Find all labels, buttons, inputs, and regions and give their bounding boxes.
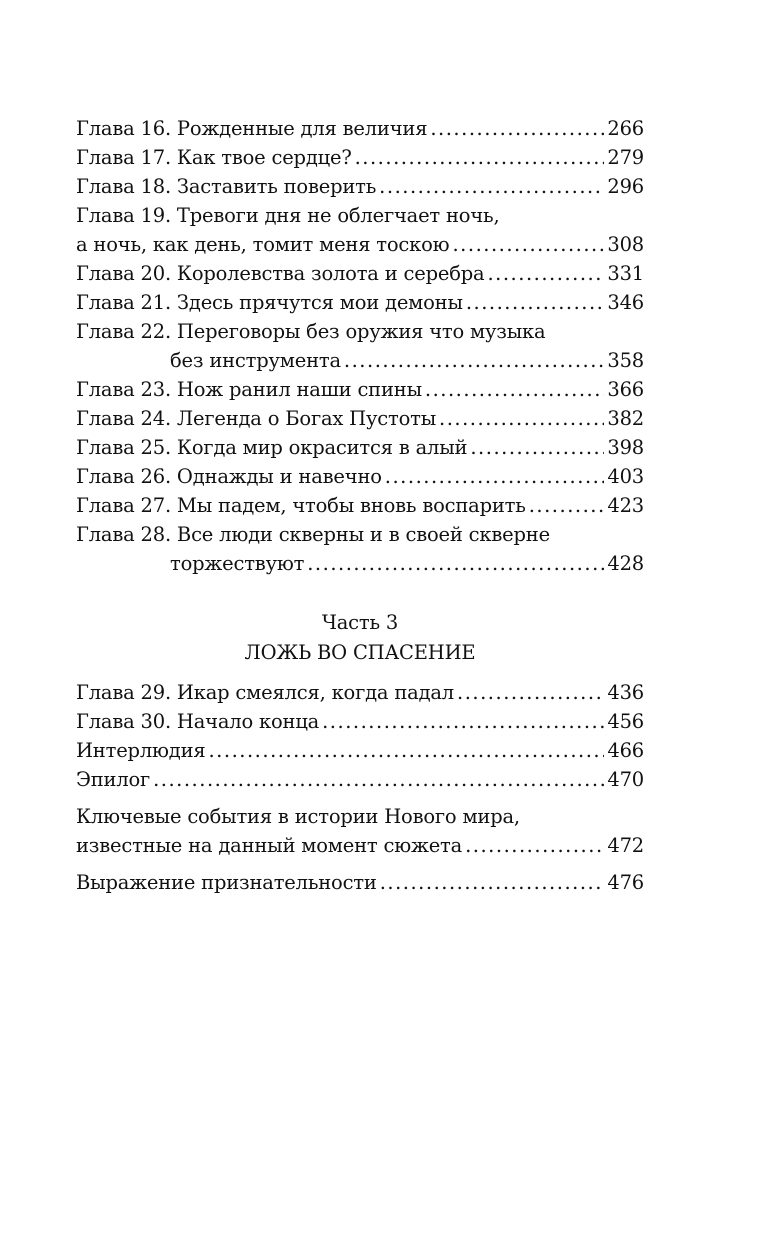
toc-entry <box>76 491 644 520</box>
toc-line <box>76 259 644 288</box>
toc-entry <box>76 462 644 491</box>
toc-line <box>76 462 644 491</box>
toc-line <box>76 230 644 259</box>
toc-page-number: 266 <box>607 117 644 140</box>
toc-entry-title: без инструмента <box>170 349 341 372</box>
toc-line <box>76 678 644 707</box>
dot-leader <box>355 143 605 172</box>
toc-entry-title: торжествуют <box>170 552 305 575</box>
toc-entry <box>76 143 644 172</box>
toc-entry-title: Глава 20. Королевства золота и серебра <box>76 262 485 285</box>
toc-page-number: 423 <box>607 494 644 517</box>
part-title: ЛОЖЬ ВО СПАСЕНИЕ <box>244 641 476 664</box>
toc-page-number: 476 <box>607 871 644 894</box>
toc-page-number: 428 <box>607 552 644 575</box>
toc-entry <box>76 707 644 736</box>
toc-entry <box>76 288 644 317</box>
toc-line <box>76 288 644 317</box>
toc-line <box>76 404 644 433</box>
dot-leader <box>466 288 605 317</box>
toc-entry-title: Глава 19. Тревоги дня не облегчает ночь, <box>76 204 500 227</box>
toc-entry <box>76 736 644 765</box>
toc-line <box>76 868 644 897</box>
toc-entry <box>76 433 644 462</box>
dot-leader <box>380 868 605 897</box>
toc-page-number: 403 <box>607 465 644 488</box>
dot-leader <box>470 433 604 462</box>
toc-page-number: 366 <box>607 378 644 401</box>
toc-page-number: 466 <box>607 739 644 762</box>
toc-entry-title: Эпилог <box>76 768 151 791</box>
toc-entry <box>76 802 644 860</box>
toc-line <box>76 831 644 860</box>
toc-entry-title: Глава 27. Мы падем, чтобы вновь воспарить <box>76 494 526 517</box>
toc-entry-title: Интерлюдия <box>76 739 206 762</box>
toc-entry-title: Глава 16. Рожденные для величия <box>76 117 428 140</box>
dot-leader <box>307 549 604 578</box>
toc-page-number: 470 <box>607 768 644 791</box>
toc-entry-title: Глава 17. Как твое сердце? <box>76 146 352 169</box>
dot-leader <box>425 375 604 404</box>
toc-line <box>76 114 644 143</box>
toc-page-number: 382 <box>607 407 644 430</box>
toc-entry <box>76 868 644 897</box>
toc-entry <box>76 259 644 288</box>
toc-entry-title: Глава 22. Переговоры без оружия что музыка <box>76 320 546 343</box>
toc-entry-title: а ночь, как день, томит меня тоскою <box>76 233 450 256</box>
toc-entry-title: Глава 28. Все люди скверны и в своей скверне <box>76 523 550 546</box>
toc-line <box>76 491 644 520</box>
part-heading <box>76 608 644 668</box>
toc-line <box>76 736 644 765</box>
toc-line <box>76 375 644 404</box>
toc-line <box>76 317 644 346</box>
dot-leader <box>439 404 604 433</box>
toc-page-number: 436 <box>607 681 644 704</box>
toc-page <box>76 114 644 897</box>
toc-line <box>76 172 644 201</box>
toc-line <box>76 707 644 736</box>
toc-entry <box>76 404 644 433</box>
toc-entry-title: Выражение признательности <box>76 871 377 894</box>
toc-entry <box>76 114 644 143</box>
toc-line <box>76 143 644 172</box>
dot-leader <box>344 346 604 375</box>
toc-list-part-3 <box>76 678 644 897</box>
toc-entry <box>76 375 644 404</box>
toc-page-number: 472 <box>607 834 644 857</box>
toc-line <box>76 201 644 230</box>
toc-line <box>76 433 644 462</box>
toc-line <box>76 549 644 578</box>
toc-entry-title: Глава 24. Легенда о Богах Пустоты <box>76 407 437 430</box>
part-number: Часть 3 <box>321 611 399 634</box>
dot-leader <box>322 707 604 736</box>
dot-leader <box>430 114 604 143</box>
toc-entry-title: Глава 30. Начало конца <box>76 710 320 733</box>
toc-entry-title: Глава 29. Икар смеялся, когда падал <box>76 681 454 704</box>
toc-page-number: 456 <box>607 710 644 733</box>
toc-page-number: 398 <box>607 436 644 459</box>
toc-entry <box>76 172 644 201</box>
dot-leader <box>465 831 604 860</box>
toc-entry <box>76 678 644 707</box>
toc-line <box>76 802 644 831</box>
toc-line <box>76 346 644 375</box>
dot-leader <box>208 736 604 765</box>
entry-spacer <box>76 860 644 868</box>
toc-entry-title: Глава 26. Однажды и навечно <box>76 465 382 488</box>
toc-page-number: 308 <box>607 233 644 256</box>
entry-spacer <box>76 794 644 802</box>
toc-entry <box>76 317 644 375</box>
toc-entry-title: Глава 21. Здесь прячутся мои демоны <box>76 291 463 314</box>
toc-entry <box>76 201 644 259</box>
toc-entry <box>76 765 644 794</box>
toc-page-number: 346 <box>607 291 644 314</box>
toc-page-number: 279 <box>607 146 644 169</box>
toc-entry-title: Глава 23. Нож ранил наши спины <box>76 378 422 401</box>
toc-entry <box>76 520 644 578</box>
dot-leader <box>379 172 604 201</box>
toc-line <box>76 765 644 794</box>
dot-leader <box>452 230 604 259</box>
dot-leader <box>385 462 605 491</box>
toc-page-number: 331 <box>607 262 644 285</box>
toc-entry-title: Глава 25. Когда мир окрасится в алый <box>76 436 468 459</box>
toc-entry-title: Ключевые события в истории Нового мира, <box>76 805 520 828</box>
dot-leader <box>457 678 604 707</box>
toc-line <box>76 520 644 549</box>
dot-leader <box>153 765 604 794</box>
toc-list-part-2 <box>76 114 644 578</box>
dot-leader <box>529 491 605 520</box>
toc-entry-title: Глава 18. Заставить поверить <box>76 175 377 198</box>
toc-page-number: 296 <box>607 175 644 198</box>
toc-page-number: 358 <box>607 349 644 372</box>
toc-entry-title: известные на данный момент сюжета <box>76 834 463 857</box>
dot-leader <box>487 259 604 288</box>
